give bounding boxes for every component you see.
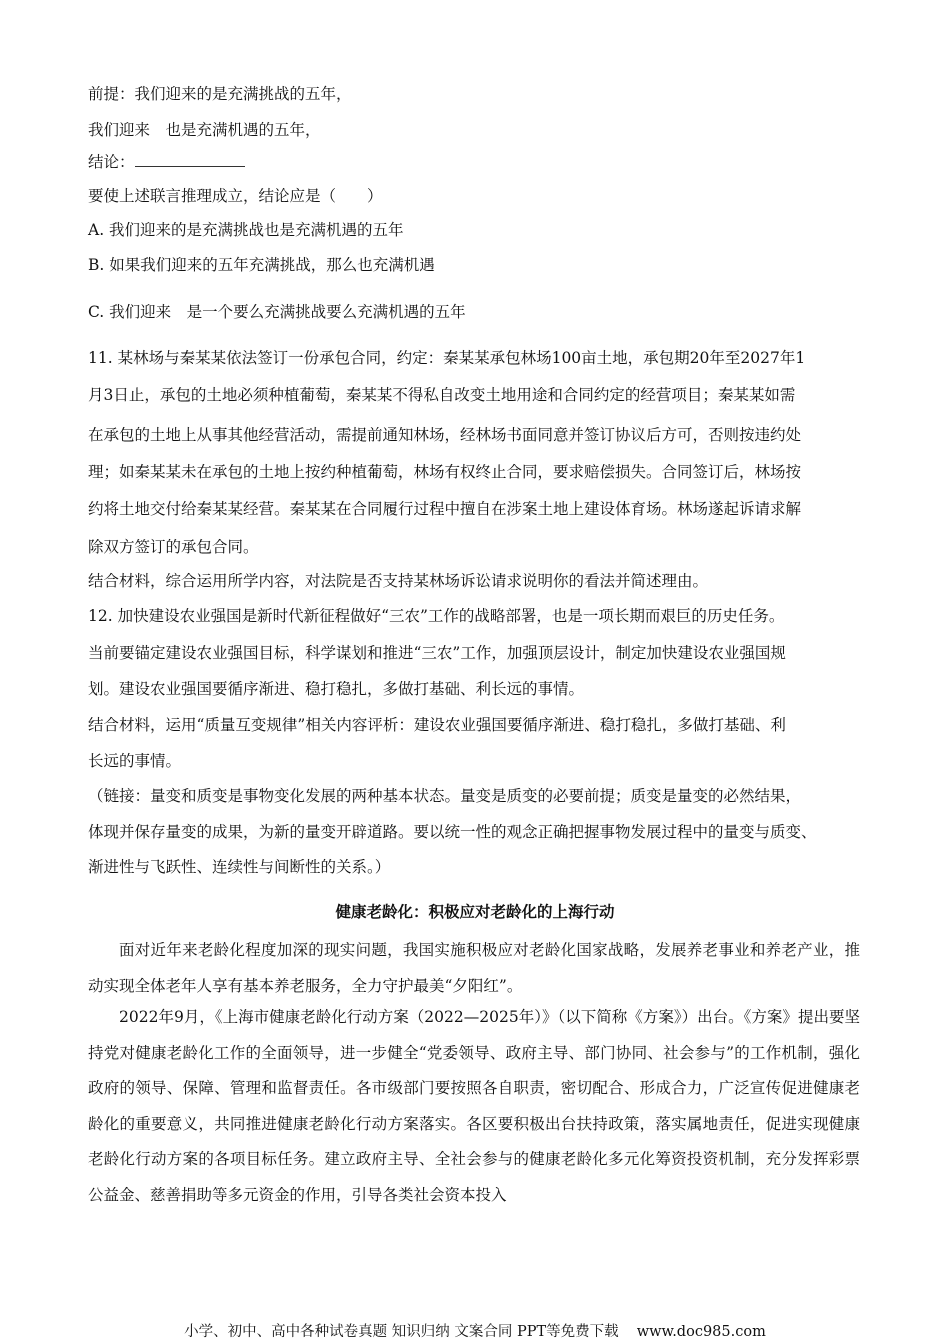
footer (0, 1320, 950, 1341)
q12-task-line: 长远的事情。 (88, 752, 182, 770)
footer-text: 小学、初中、高中各种试卷真题 知识归纳 文案合同 PPT等免费下载 (184, 1324, 619, 1340)
q12-link-line: 体现并保存量变的成果，为新的量变开辟道路。要以统一性的观念正确把握事物发展过程中的量变与质变、 (88, 823, 817, 841)
conclusion-line (88, 152, 245, 172)
article-paragraph-1: 面对近年来老龄化程度加深的现实问题，我国实施积极应对老龄化国家战略，发展养老事业和养老产业，推动实现全体老年人享有基本养老服务，全力守护最美“夕阳红”。 (88, 941, 860, 995)
article-paragraph-2: 2022年9月，《上海市健康老龄化行动方案（2022—2025年）》（以下简称《方案》）出台。《方案》提出要坚持党对健康老龄化工作的全面领导，进一步健全“党委领导、政府主导、部门协同、社会参与”的工作机制，强化政府的领导、保障、管理和监督责任。各市级部门要按照各自职责，密切配合、形成合力，广泛宣传促进健康老龄化的重要意义，共同推进健康老龄化行动方案落实。各区要积极出台扶持政策，落实属地责任，促进实现健康老龄化行动方案的各项目标任务。建立政府主导、全社会参与的健康老龄化多元化筹资投资机制，充分发挥彩票公益金、慈善捐助等多元资金的作用，引导各类社会资本投入 (88, 1008, 860, 1204)
q12-task-line: 结合材料，运用“质量互变规律”相关内容评析：建设农业强国要循序渐进、稳打稳扎，多做打基础、利 (88, 716, 786, 734)
q12-link-line: （链接：量变和质变是事物变化发展的两种基本状态。量变是质变的必要前提；质变是量变的必然结果， (88, 787, 802, 805)
footer-url[interactable]: www.doc985.com (636, 1324, 766, 1340)
option-b: B. 如果我们迎来的五年充满挑战，那么也充满机遇 (88, 256, 435, 274)
q11-line: 月3日止，承包的土地必须种植葡萄，秦某某不得私自改变土地用途和合同约定的经营项目；秦某某如需 (88, 386, 796, 404)
question-stem: 要使上述联言推理成立，结论应是（ ） (88, 187, 383, 205)
option-a: A. 我们迎来的是充满挑战也是充满机遇的五年 (88, 221, 404, 239)
q11-line: 约将土地交付给秦某某经营。秦某某在合同履行过程中擅自在涉案土地上建设体育场。林场遂起诉请求解 (88, 500, 802, 518)
q12-line: 当前要锚定建设农业强国目标，科学谋划和推进“三农”工作，加强顶层设计，制定加快建设农业强国规 (88, 644, 786, 662)
conclusion-label: 结论： (88, 153, 135, 171)
q11-task: 结合材料，综合运用所学内容，对法院是否支持某林场诉讼请求说明你的看法并简述理由。 (88, 572, 709, 590)
minor-premise-line: 我们迎来 也是充满机遇的五年， (88, 121, 321, 139)
q11-line: 理；如秦某某未在承包的土地上按约种植葡萄，林场有权终止合同，要求赔偿损失。合同签订后，林场按 (88, 463, 802, 481)
article-title: 健康老龄化：积极应对老龄化的上海行动 (335, 903, 615, 921)
premise-line: 前提：我们迎来的是充满挑战的五年， (88, 85, 352, 103)
q11-line: 除双方签订的承包合同。 (88, 538, 259, 556)
q11-line: 11. 某林场与秦某某依法签订一份承包合同，约定：秦某某承包林场100亩土地，承包期20年至2027年1 (88, 349, 806, 367)
option-c: C. 我们迎来 是一个要么充满挑战要么充满机遇的五年 (88, 303, 466, 321)
q12-line: 划。建设农业强国要循序渐进、稳打稳扎，多做打基础、利长远的事情。 (88, 680, 585, 698)
q12-line: 12. 加快建设农业强国是新时代新征程做好“三农”工作的战略部署，也是一项长期而艰巨的历史任务。 (88, 607, 785, 625)
q12-link-line: 渐进性与飞跃性、连续性与间断性的关系。） (88, 858, 391, 876)
q11-line: 在承包的土地上从事其他经营活动，需提前通知林场，经林场书面同意并签订协议后方可，否则按违约处 (88, 426, 802, 444)
answer-blank (135, 152, 245, 167)
